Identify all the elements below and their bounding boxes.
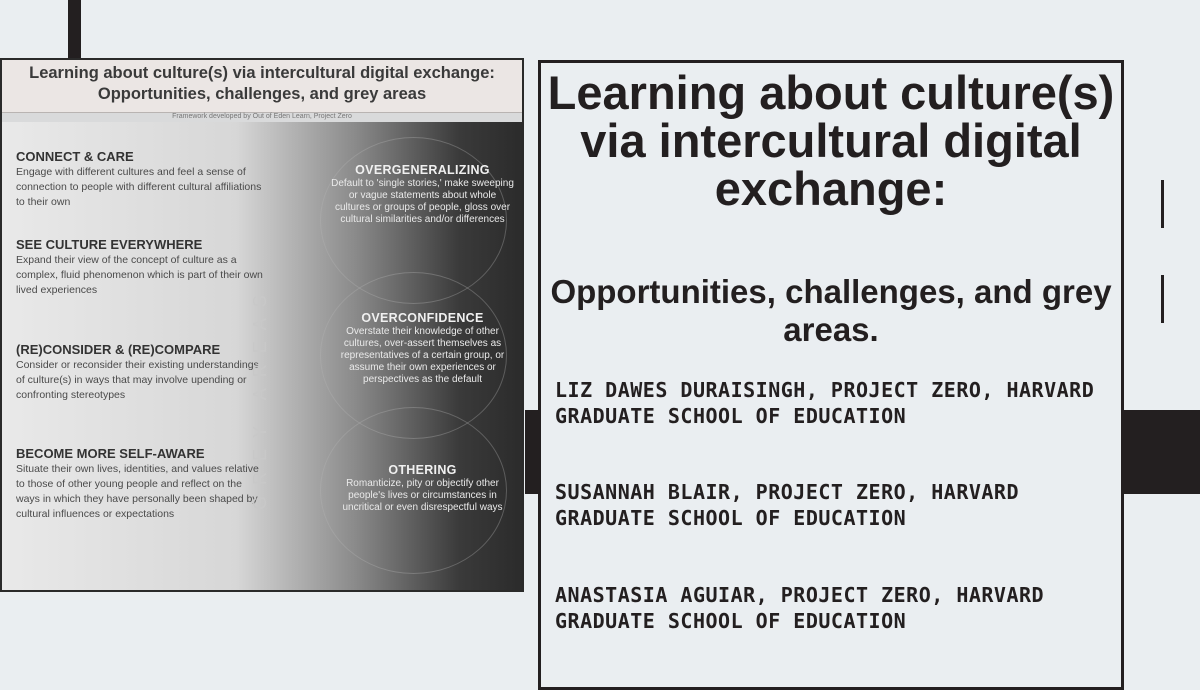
author-1: LIZ DAWES DURAISINGH, PROJECT ZERO, HARVARD GRADUATE SCHOOL OF EDUCATION — [555, 378, 1095, 428]
decor-block-right — [1124, 410, 1200, 494]
decor-bar-top — [68, 0, 81, 60]
opportunity-connect-care — [16, 149, 266, 210]
opportunity-heading: (RE)CONSIDER & (RE)COMPARE — [16, 342, 221, 357]
framework-title-line1: Learning about culture(s) via intercultural digital exchange: — [29, 64, 495, 82]
decor-line-right-2 — [1161, 275, 1164, 323]
opportunity-reconsider — [16, 342, 266, 403]
opportunity-see-culture — [16, 237, 266, 298]
opportunity-text: Engage with different cultures and feel a sense of connection to people with different cultural affiliations to their own — [16, 166, 262, 208]
decor-line-right-1 — [1161, 180, 1164, 228]
page-title: Learning about culture(s) via intercultural digital exchange: — [547, 66, 1115, 215]
opportunity-heading: SEE CULTURE EVERYWHERE — [16, 237, 203, 252]
framework-credit: Framework developed by Out of Eden Learn, Project Zero — [172, 113, 352, 120]
challenge-text: Overstate their knowledge of other cultures, over-assert themselves as representatives of a certain group, or assume their own experiences or perspectives as the default — [340, 326, 505, 385]
grey-areas-label: GREY AREAS — [250, 284, 270, 510]
framework-body — [2, 122, 522, 592]
decor-bar-middle — [525, 410, 538, 494]
challenge-othering — [330, 462, 515, 514]
author-3: ANASTASIA AGUIAR, PROJECT ZERO, HARVARD GRADUATE SCHOOL OF EDUCATION — [555, 583, 1045, 633]
opportunity-self-aware — [16, 446, 266, 522]
challenge-overconfidence — [330, 310, 515, 386]
challenge-heading: OTHERING — [388, 463, 457, 477]
framework-header — [2, 60, 522, 113]
opportunity-heading: CONNECT & CARE — [16, 149, 134, 164]
opportunity-text: Consider or reconsider their existing understandings of culture(s) in ways that may involve upending or confronting stereotypes — [16, 359, 259, 401]
framework-figure — [0, 58, 524, 592]
opportunity-text: Situate their own lives, identities, and values relative to those of other young people and reflect on the ways in which they have personally been shaped by cultural influences or expectations — [16, 463, 259, 520]
challenge-heading: OVERCONFIDENCE — [361, 311, 484, 325]
author-2: SUSANNAH BLAIR, PROJECT ZERO, HARVARD GRADUATE SCHOOL OF EDUCATION — [555, 480, 1020, 530]
opportunity-text: Expand their view of the concept of culture as a complex, fluid phenomenon which is part of their own lived experiences — [16, 254, 263, 296]
framework-title-line2: Opportunities, challenges, and grey areas — [97, 85, 427, 103]
challenge-text: Romanticize, pity or objectify other people's lives or circumstances in uncritical or even disrespectful ways — [342, 478, 503, 513]
challenge-heading: OVERGENERALIZING — [355, 163, 490, 177]
title-box — [538, 60, 1124, 690]
opportunity-heading: BECOME MORE SELF-AWARE — [16, 446, 205, 461]
challenge-text: Default to 'single stories,' make sweeping or vague statements about whole cultures or groups of people, gloss over cultural similarities and/or differences — [331, 178, 514, 225]
challenge-overgeneralizing — [330, 162, 515, 226]
page-subtitle: Opportunities, challenges, and grey areas. — [550, 273, 1112, 348]
